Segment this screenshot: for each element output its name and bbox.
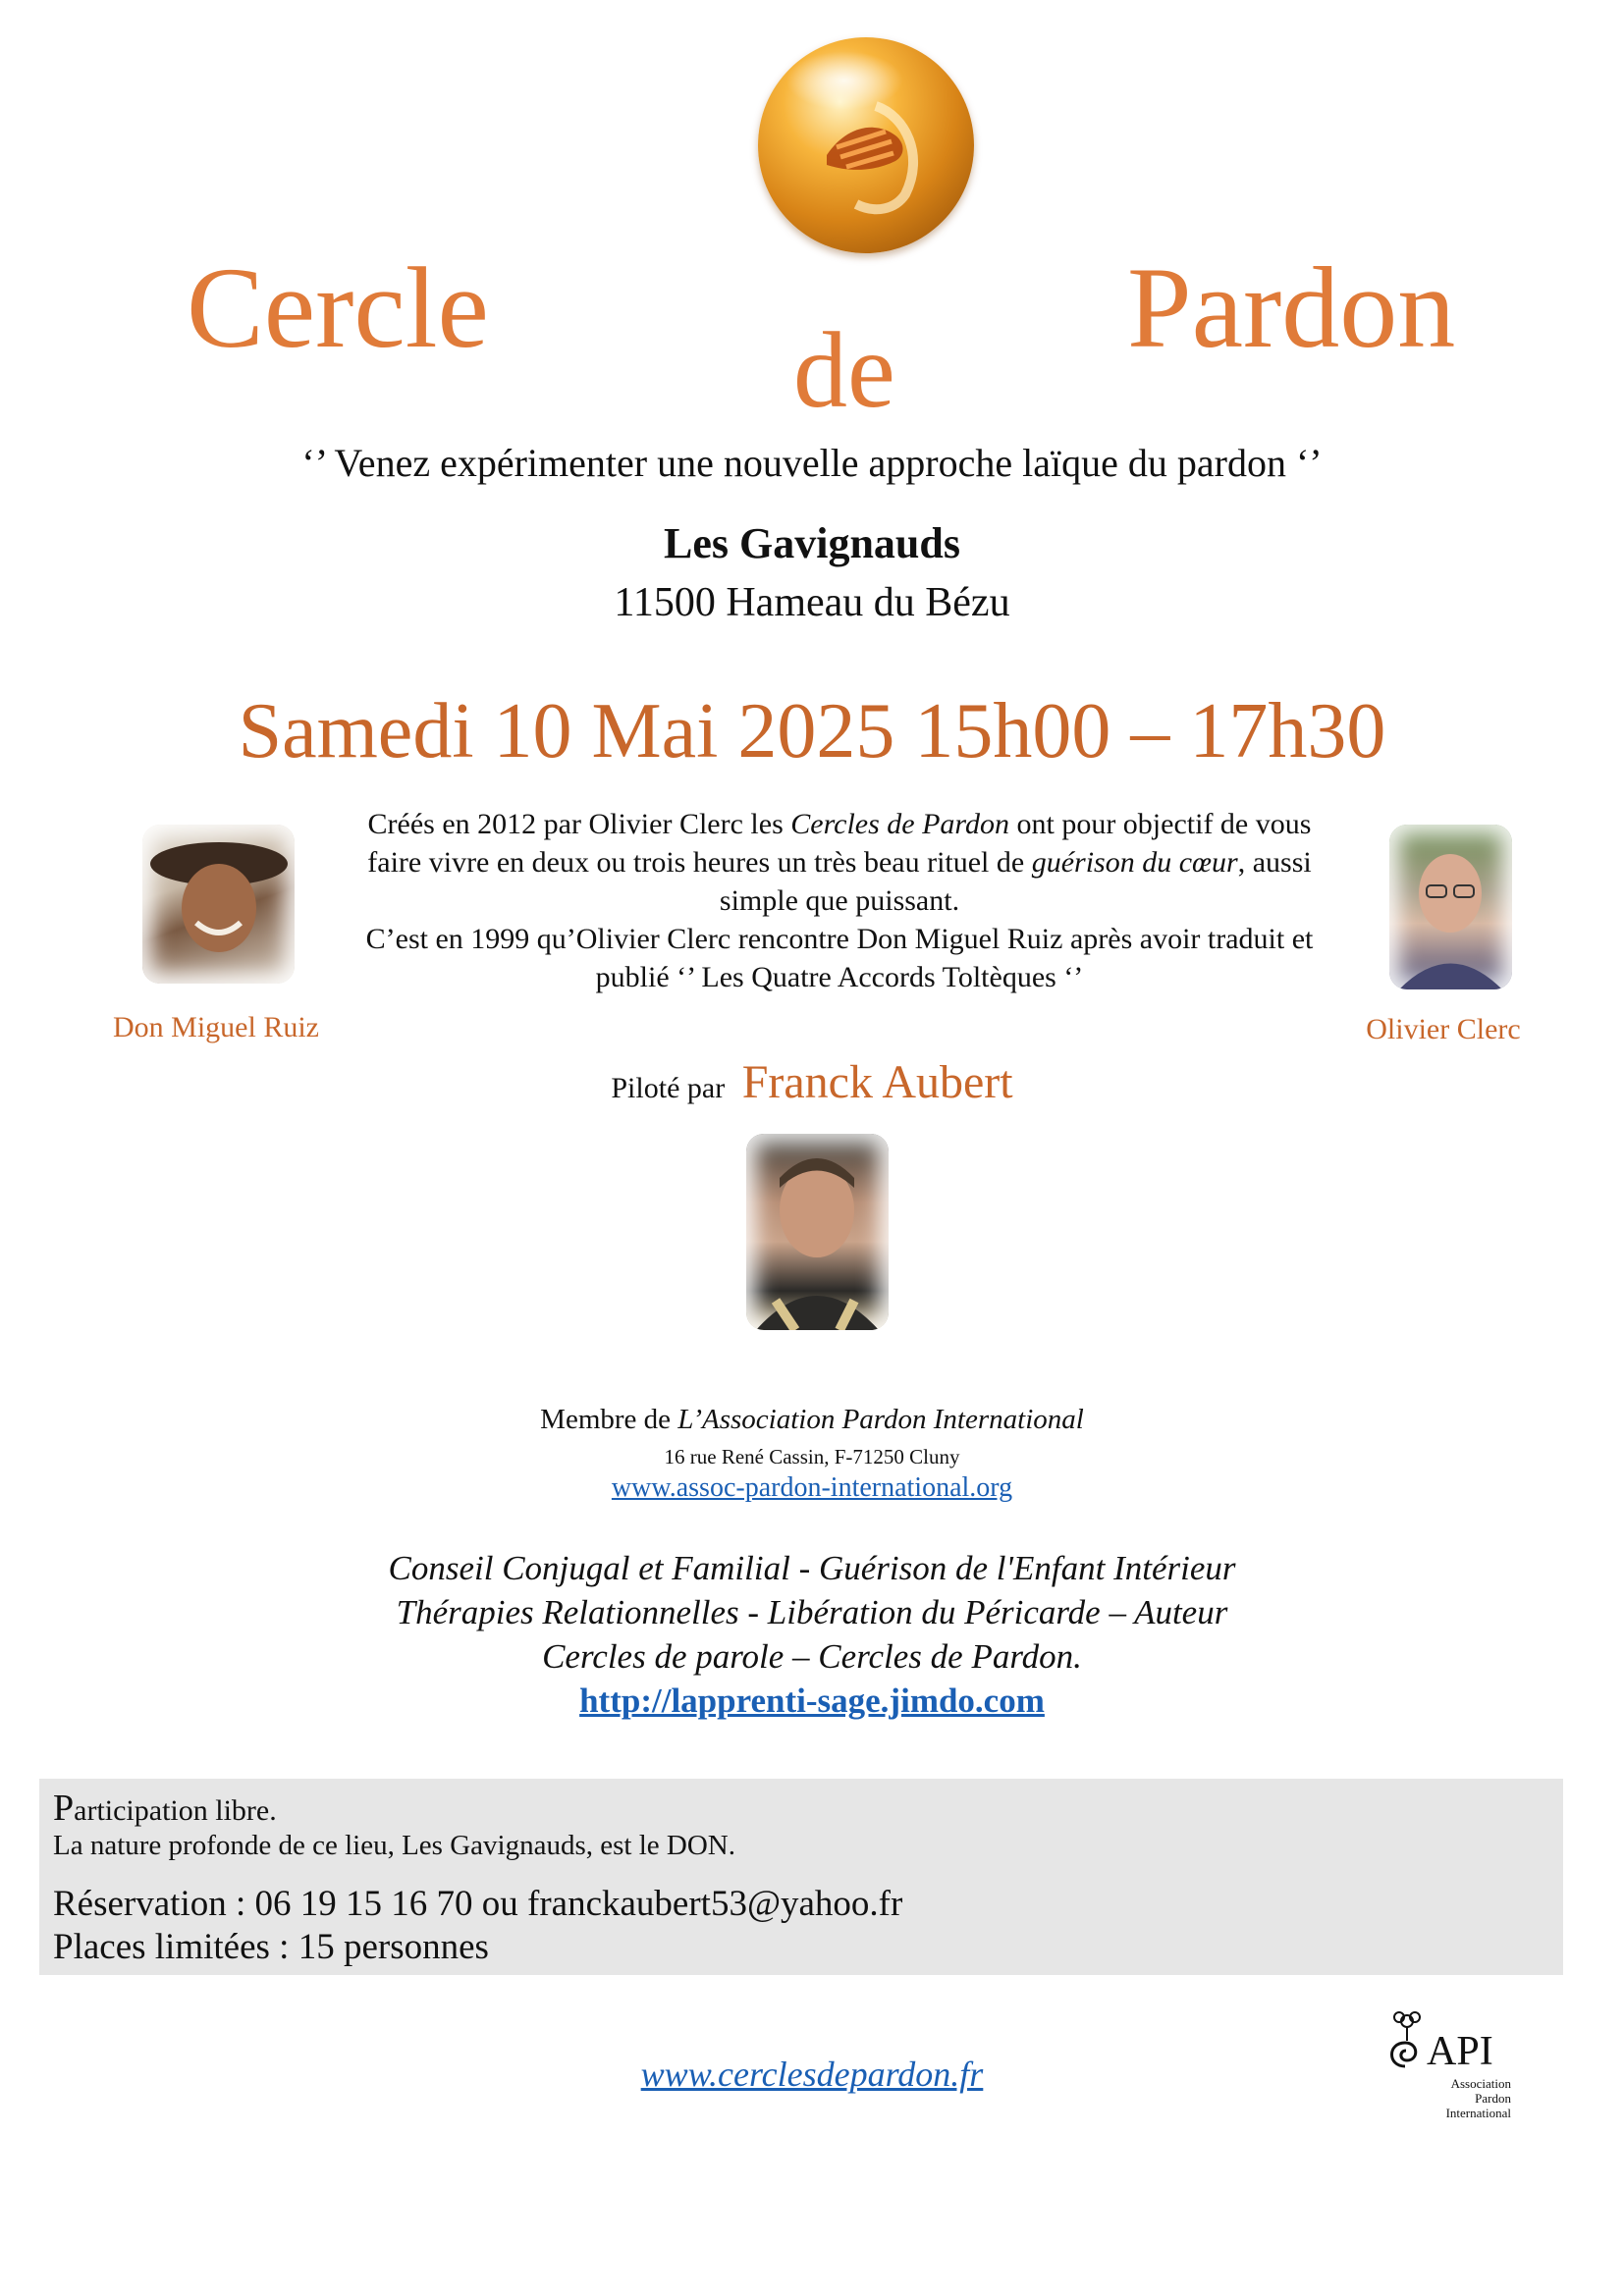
services-list <box>0 1546 1624 1679</box>
title-word-cercle: Cercle <box>187 243 489 372</box>
member-prefix: Membre de <box>540 1404 678 1435</box>
services-url-link[interactable]: http://lapprenti-sage.jimdo.com <box>579 1682 1045 1720</box>
intro-paragraph <box>353 805 1326 996</box>
label-don-miguel-ruiz: Don Miguel Ruiz <box>113 1011 319 1043</box>
tagline: ‘’ Venez expérimenter une nouvelle approche laïque du pardon ‘’ <box>301 441 1323 485</box>
info-participation-rest: articipation libre. <box>74 1794 277 1827</box>
pilot-name: Franck Aubert <box>741 1056 1013 1108</box>
hands-icon <box>758 37 974 253</box>
member-line <box>0 1404 1624 1436</box>
photo-franck-aubert <box>746 1134 889 1330</box>
member-url-link[interactable]: www.assoc-pardon-international.org <box>611 1472 1013 1503</box>
intro-text-1: Créés en 2012 par Olivier Clerc les <box>367 808 791 840</box>
portrait-icon <box>1389 825 1512 989</box>
title-word-de: de <box>793 310 895 430</box>
photo-olivier-clerc <box>1389 825 1512 989</box>
intro-text-4: C’est en 1999 qu’Olivier Clerc rencontre Don Miguel Ruiz après avoir traduit et publié ‘’ Les Quatre Accords Toltèques ‘’ <box>365 923 1314 993</box>
event-date: Samedi 10 Mai 2025 15h00 – 17h30 <box>238 688 1386 774</box>
info-box <box>39 1779 1563 1975</box>
member-org: L’Association Pardon International <box>677 1404 1084 1435</box>
intro-text-2: ont pour objectif de vous faire vivre en deux ou trois heures un très beau rituel de <box>367 808 1312 879</box>
info-places: Places limitées : 15 personnes <box>53 1927 489 1967</box>
portrait-icon <box>142 825 295 984</box>
info-nature: La nature profonde de ce lieu, Les Gavignauds, est le DON. <box>53 1830 735 1861</box>
api-subtitle <box>1427 2076 1511 2120</box>
venue-name: Les Gavignauds <box>664 519 960 567</box>
footer-url-link[interactable]: www.cerclesdepardon.fr <box>640 2055 984 2094</box>
info-reservation: Réservation : 06 19 15 16 70 ou franckaubert53@yahoo.fr <box>53 1884 903 1924</box>
intro-emphasis-cercles: Cercles de Pardon <box>790 808 1009 840</box>
intro-text-3: , aussi simple que puissant. <box>719 846 1312 917</box>
pilot-line <box>0 1055 1624 1109</box>
api-sub-3: International <box>1445 2106 1511 2120</box>
title-word-pardon: Pardon <box>1127 243 1456 372</box>
portrait-icon <box>746 1134 889 1330</box>
label-olivier-clerc: Olivier Clerc <box>1366 1013 1521 1045</box>
api-sub-2: Pardon <box>1475 2091 1511 2106</box>
spiral-flower-icon <box>1380 2007 1429 2096</box>
venue-address: 11500 Hameau du Bézu <box>614 580 1010 625</box>
services-line-3: Cercles de parole – Cercles de Pardon. <box>542 1637 1082 1676</box>
member-address: 16 rue René Cassin, F-71250 Cluny <box>664 1445 960 1468</box>
services-line-1: Conseil Conjugal et Familial - Guérison de l'Enfant Intérieur <box>388 1549 1236 1587</box>
info-participation <box>53 1787 277 1830</box>
api-sub-1: Association <box>1450 2076 1511 2091</box>
hands-logo-orb <box>758 37 974 253</box>
pilot-prefix: Piloté par <box>611 1072 726 1104</box>
api-letters: API <box>1427 2029 1493 2074</box>
api-logo <box>1380 2007 1517 2135</box>
intro-emphasis-guerison: guérison du cœur <box>1031 846 1238 879</box>
info-participation-cap: P <box>53 1788 75 1829</box>
services-line-2: Thérapies Relationnelles - Libération du Péricarde – Auteur <box>396 1593 1228 1631</box>
photo-don-miguel-ruiz <box>142 825 295 984</box>
